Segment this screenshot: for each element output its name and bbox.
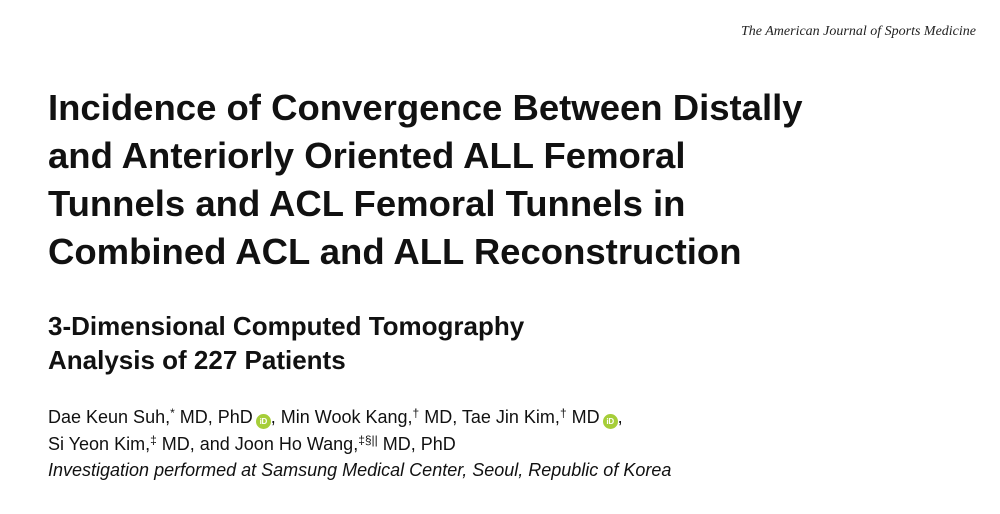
author-line [48, 404, 623, 431]
author-degrees: MD [566, 407, 600, 427]
orcid-icon[interactable]: iD [603, 414, 618, 429]
author-degrees: MD, and [156, 434, 230, 454]
author-name: Joon Ho Wang, [229, 434, 359, 454]
affiliation-mark: † [559, 406, 567, 420]
title-line: Tunnels and ACL Femoral Tunnels in [48, 183, 686, 224]
article-subtitle [48, 309, 524, 377]
author-name: Si Yeon Kim, [48, 434, 151, 454]
author-degrees: MD, PhD [377, 434, 456, 454]
title-line: Incidence of Convergence Between Distally [48, 87, 803, 128]
author-degrees: MD, [419, 407, 458, 427]
orcid-icon[interactable]: iD [256, 414, 271, 429]
author-name: Tae Jin Kim, [457, 407, 560, 427]
author-degrees: MD, PhD [174, 407, 253, 427]
author-name: Min Wook Kang, [275, 407, 413, 427]
author-separator: , [270, 407, 276, 427]
affiliation-mark: ‡ [150, 433, 157, 447]
author-list [48, 404, 623, 458]
author-name: Dae Keun Suh, [48, 407, 171, 427]
affiliation-mark: † [412, 406, 420, 420]
title-line: and Anteriorly Oriented ALL Femoral [48, 135, 686, 176]
subtitle-line: 3-Dimensional Computed Tomography [48, 311, 525, 341]
author-separator: , [617, 407, 623, 427]
affiliation-mark: ‡§|| [358, 433, 378, 447]
subtitle-line: Analysis of 227 Patients [48, 345, 346, 375]
affiliation-mark: * [170, 406, 175, 420]
author-line [48, 431, 623, 458]
article-title [48, 84, 978, 276]
institution-note: Investigation performed at Samsung Medical Center, Seoul, Republic of Korea [48, 460, 672, 480]
journal-name: The American Journal of Sports Medicine [741, 24, 976, 39]
title-line: Combined ACL and ALL Reconstruction [48, 231, 742, 272]
